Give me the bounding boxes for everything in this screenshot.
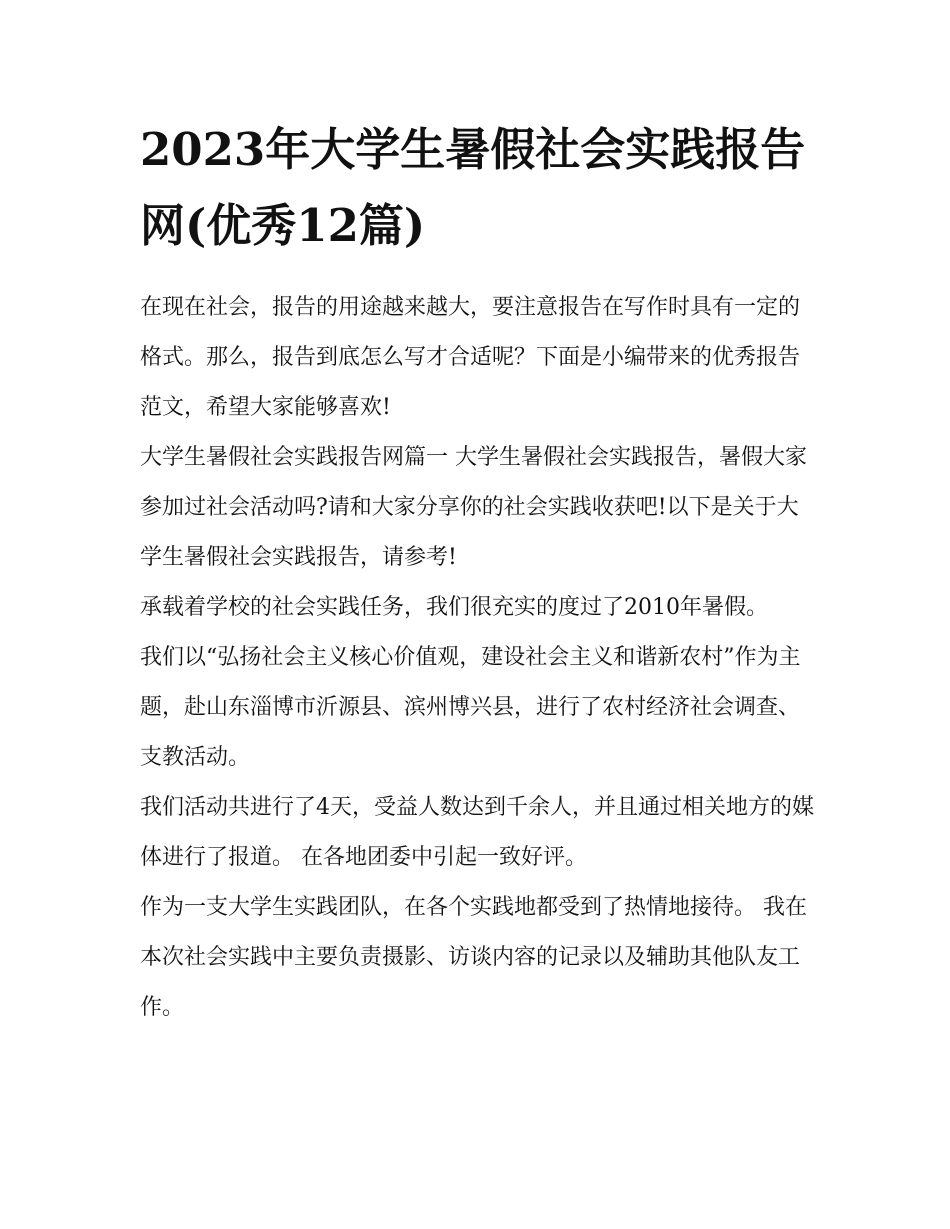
paragraph-2: 大学生暑假社会实践报告网篇一 大学生暑假社会实践报告，暑假大家参加过社会活动吗?请和大家分享你的社会实践收获吧!以下是关于大学生暑假社会实践报告，请参考!: [140, 445, 807, 570]
document-title: 2023年大学生暑假社会实践报告网(优秀12篇): [140, 123, 806, 252]
paragraph-6: 作为一支大学生实践团队，在各个实践地都受到了热情地接待。 我在本次社会实践中主要负责摄影、访谈内容的记录以及辅助其他队友工作。: [140, 895, 807, 1020]
paragraph-5: 我们活动共进行了4天，受益人数达到千余人，并且通过相关地方的媒体进行了报道。 在各地团委中引起一致好评。: [140, 795, 814, 870]
document-body: [140, 283, 820, 1033]
paragraph-1: 在现在社会，报告的用途越来越大，要注意报告在写作时具有一定的格式。那么，报告到底怎么写才合适呢？下面是小编带来的优秀报告范文，希望大家能够喜欢!: [140, 295, 801, 420]
paragraph-3: 承载着学校的社会实践任务，我们很充实的度过了2010年暑假。: [140, 595, 768, 620]
paragraph-4: 我们以“弘扬社会主义核心价值观，建设社会主义和谐新农村”作为主题，赴山东淄博市沂源县、滨州博兴县，进行了农村经济社会调查、支教活动。: [140, 645, 801, 770]
